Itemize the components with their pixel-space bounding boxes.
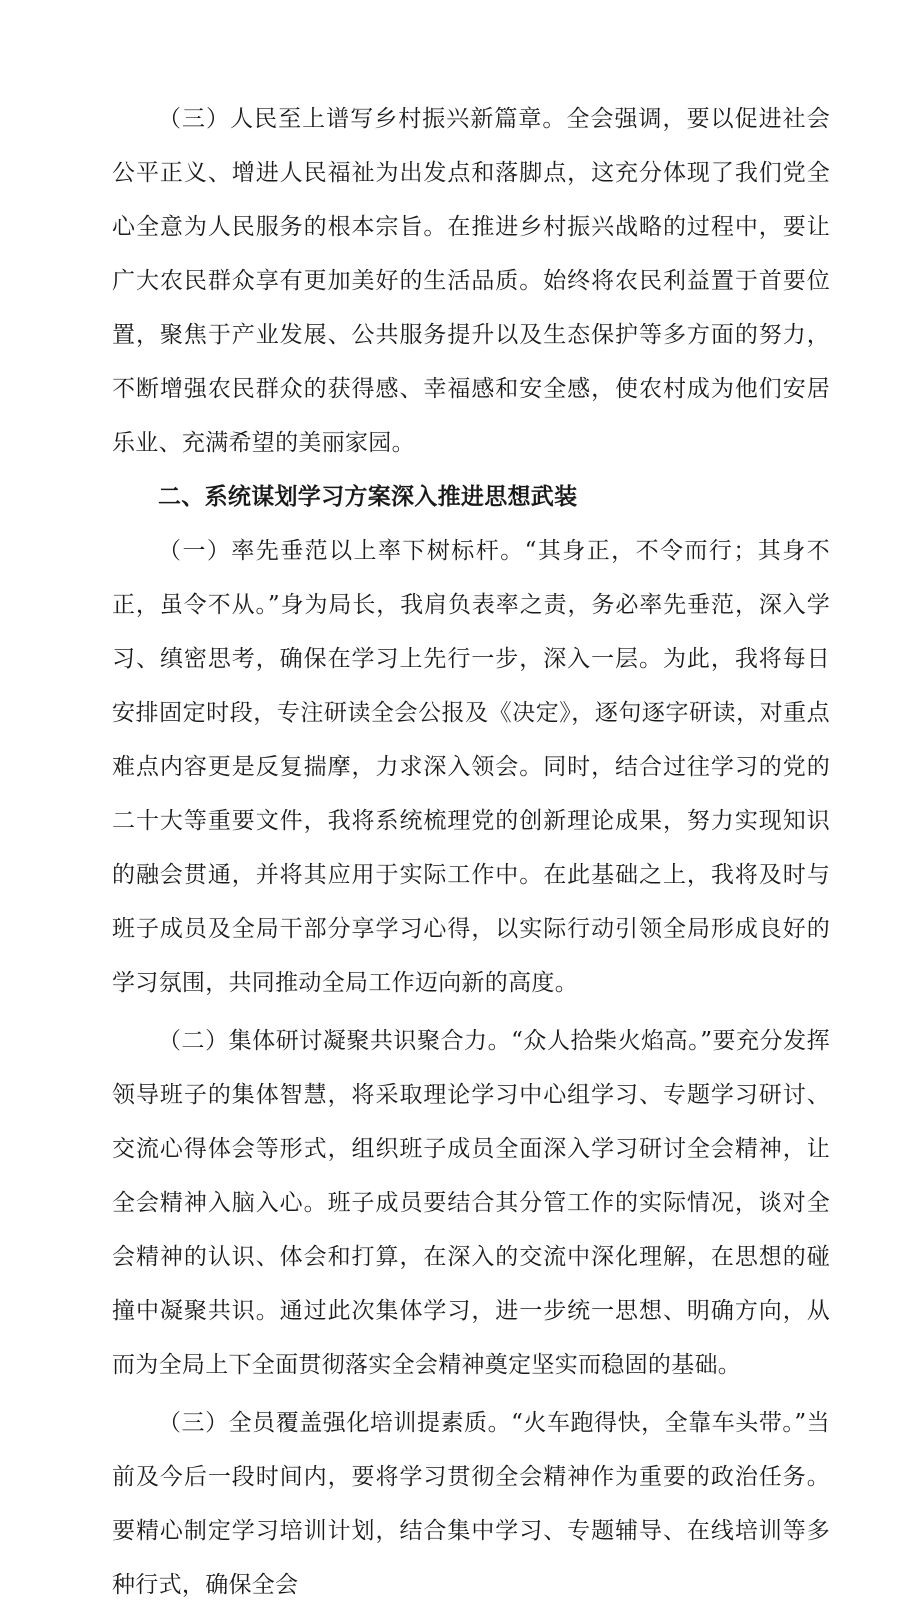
paragraph-full-coverage-training: （三）全员覆盖强化培训提素质。“火车跑得快，全靠车头带。”当前及今后一段时间内，要将学习贯彻全会精神作为重要的政治任务。要精心制定学习培训计划，结合集中学习、专题辅导、在线培训等多种行式，确保全会 [112,1410,830,1598]
paragraph-lead-by-example: （一）率先垂范以上率下树标杆。“其身正，不令而行；其身不正，虽令不从。”身为局长，我肩负表率之责，务必率先垂范，深入学习、缜密思考，确保在学习上先行一步，深入一层。为此，我将每日安排固定时段，专注研读全会公报及《决定》，逐句逐字研读，对重点难点内容更是反复揣摩，力求深入领会。同时，结合过往学习的党的二十大等重要文件，我将系统梳理党的创新理论成果，努力实现知识的融会贯通，并将其应用于实际工作中。在此基础之上，我将及时与班子成员及全局干部分享学习心得，以实际行动引领全局形成良好的学习氛围，共同推动全局工作迈向新的高度。 [112,538,830,996]
paragraph-collective-study: （二）集体研讨凝聚共识聚合力。“众人拾柴火焰高。”要充分发挥领导班子的集体智慧，将采取理论学习中心组学习、专题学习研讨、交流心得体会等形式，组织班子成员全面深入学习研讨全会精神，让全会精神入脑入心。班子成员要结合其分管工作的实际情况，谈对全会精神的认识、体会和打算，在深入的交流中深化理解，在思想的碰撞中凝聚共识。通过此次集体学习，进一步统一思想、明确方向，从而为全局上下全面贯彻落实全会精神奠定坚实而稳固的基础。 [112,1028,830,1378]
paragraph-people-first: （三）人民至上谱写乡村振兴新篇章。全会强调，要以促进社会公平正义、增进人民福祉为出发点和落脚点，这充分体现了我们党全心全意为人民服务的根本宗旨。在推进乡村振兴战略的过程中，要让广大农民群众享有更加美好的生活品质。始终将农民利益置于首要位置，聚焦于产业发展、公共服务提升以及生态保护等多方面的努力，不断增强农民群众的获得感、幸福感和安全感，使农村成为他们安居乐业、充满希望的美丽家园。 [112,106,830,456]
document-body [112,92,830,1612]
section-heading-2: 二、系统谋划学习方案深入推进思想武装 [158,484,578,510]
